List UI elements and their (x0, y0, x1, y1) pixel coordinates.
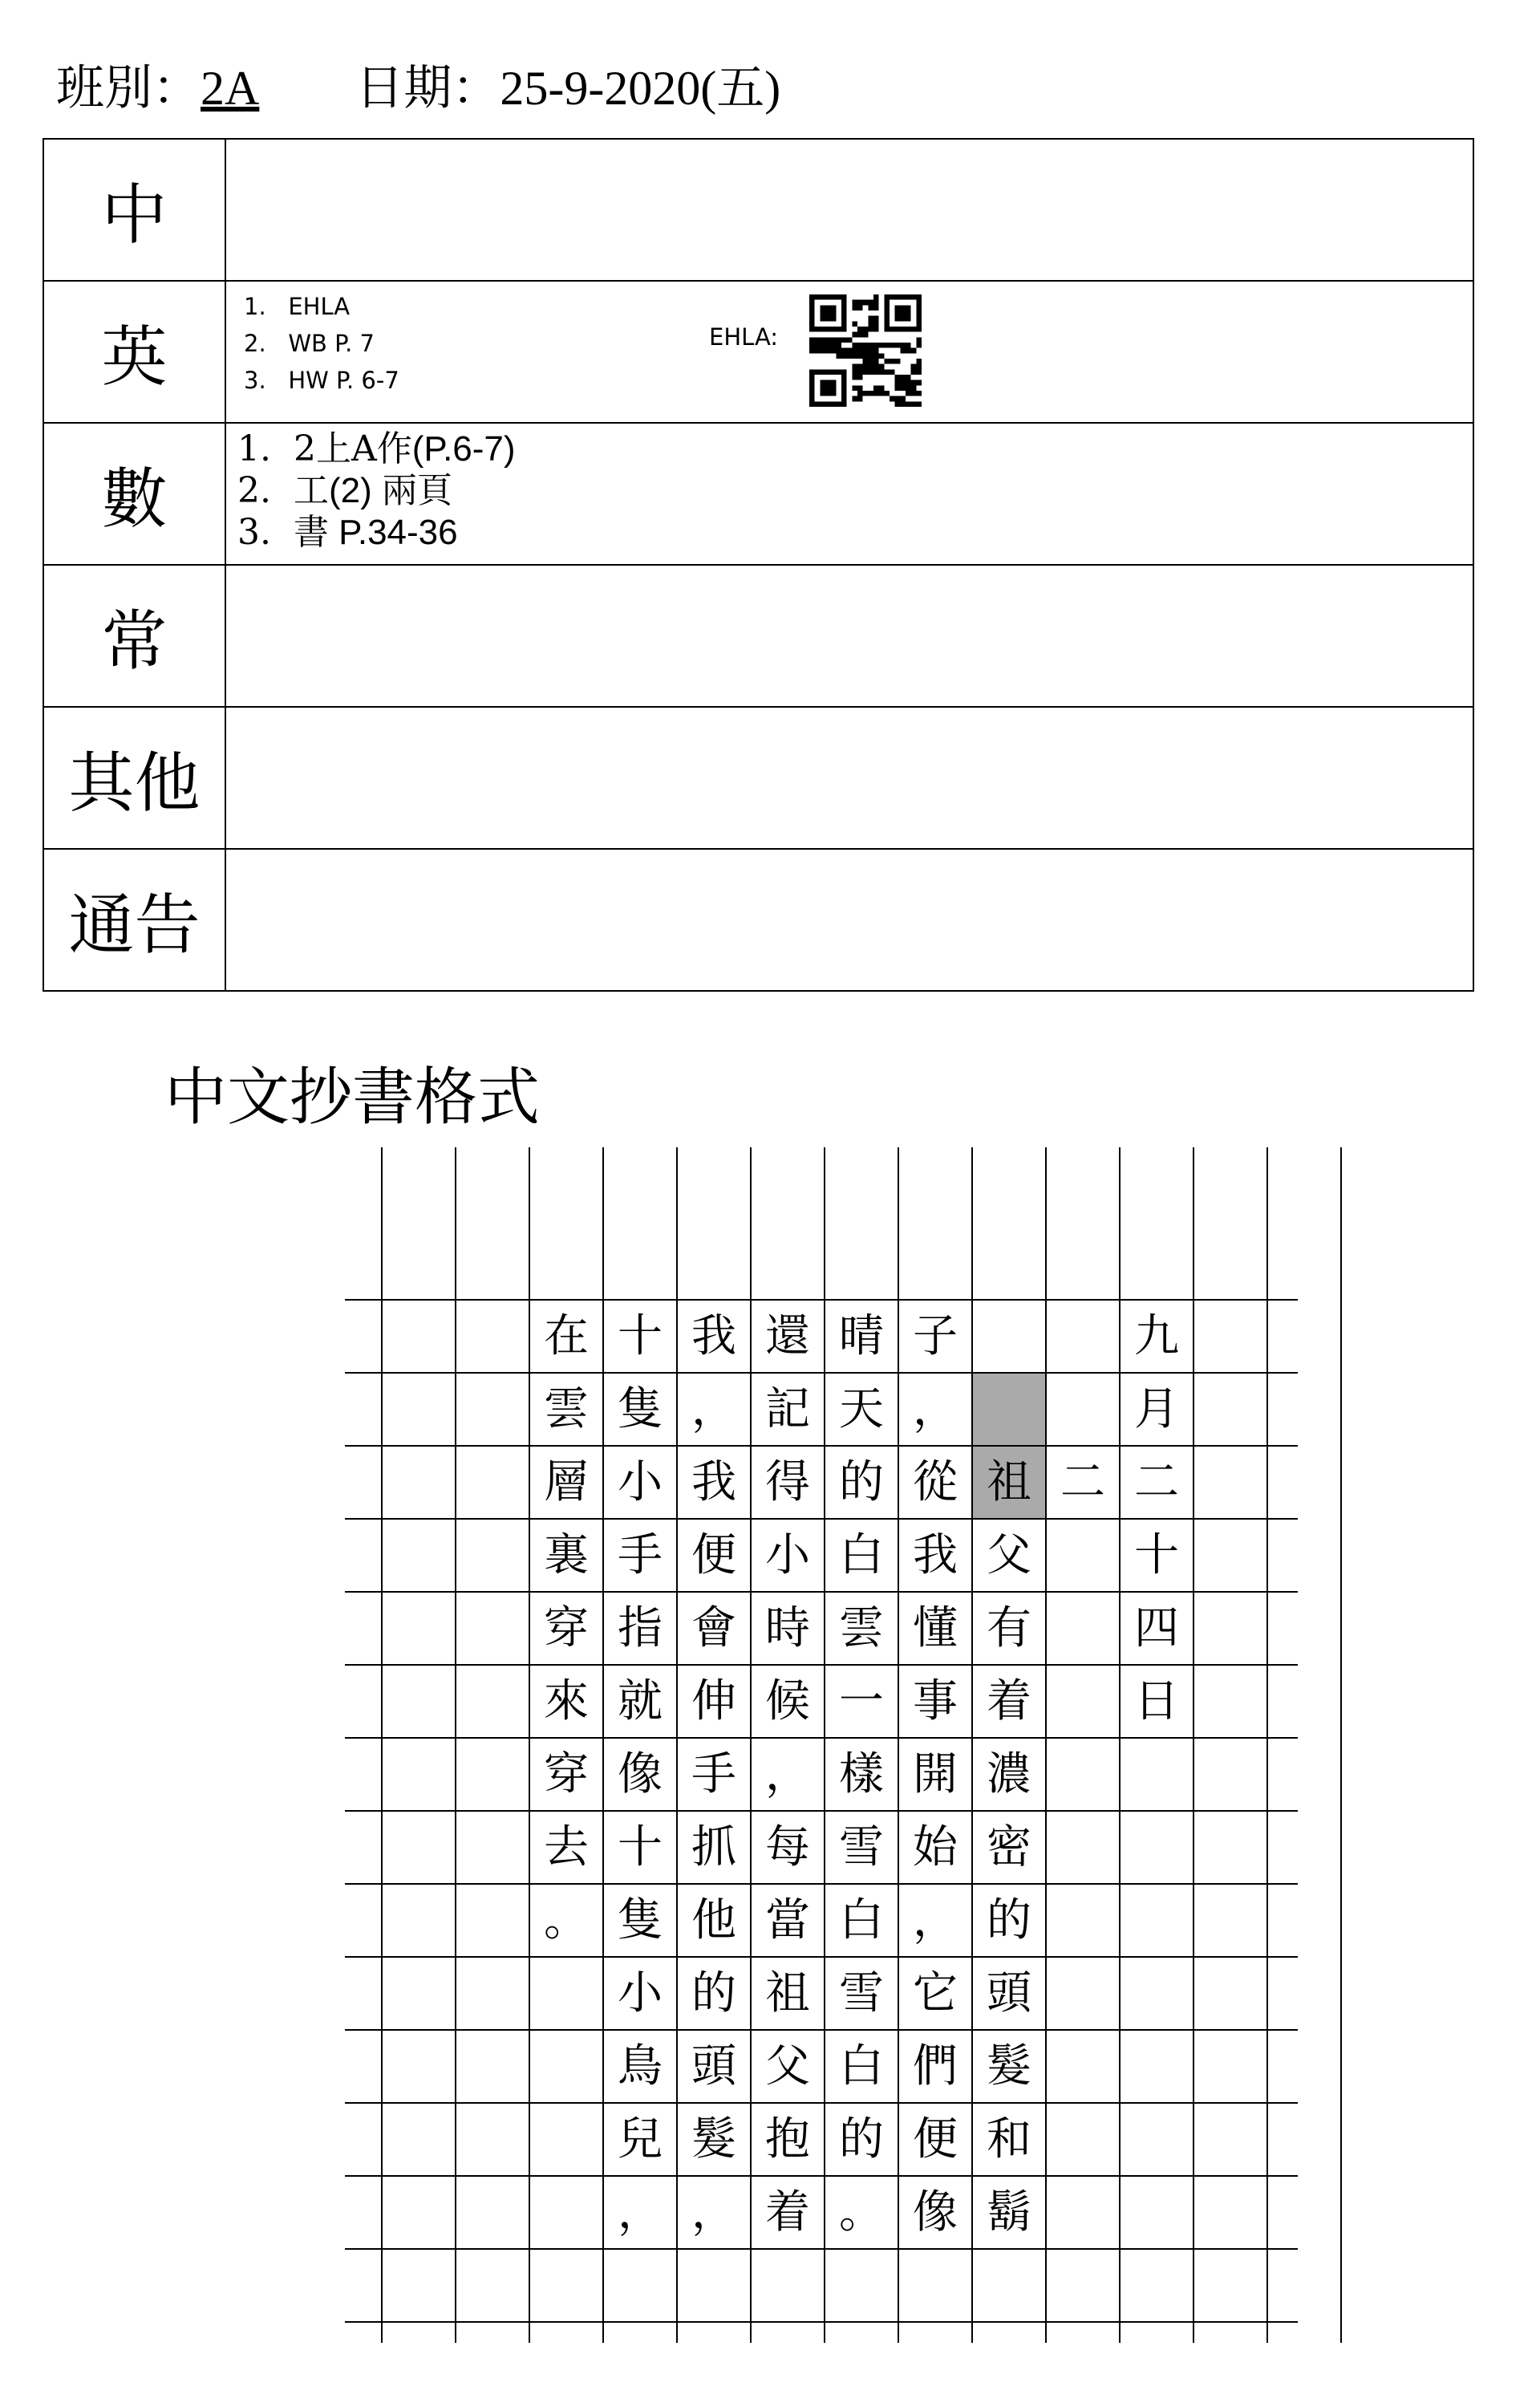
grid-char: 指 (618, 1602, 663, 1654)
date-value: 25-9-2020(五) (500, 62, 781, 115)
grid-char: 小 (618, 1967, 663, 2019)
grid-char: 頭 (691, 2040, 736, 2092)
grid-char: 還 (765, 1310, 810, 1362)
grid-char: 隻 (618, 1383, 663, 1435)
grid-char: 。 (839, 2186, 884, 2239)
grid-char: 鬍 (987, 2186, 1031, 2239)
grid-char: 密 (987, 1821, 1031, 1873)
grid-char: 兒 (618, 2113, 663, 2165)
grid-char: 樣 (839, 1748, 884, 1800)
grid-char: 雪 (839, 1821, 884, 1873)
grid-char: 頭 (987, 1967, 1031, 2019)
grid-char: 小 (618, 1456, 663, 1508)
grid-char: 們 (913, 2040, 958, 2092)
grid-char: 着 (765, 2186, 810, 2239)
grid-char: 抱 (765, 2113, 810, 2165)
subject-chinese: 中 (43, 139, 225, 281)
grid-char: 便 (913, 2113, 958, 2165)
grid-char: 開 (913, 1748, 958, 1800)
grid-char: 白 (839, 1529, 884, 1581)
grid-char: 像 (913, 2186, 958, 2239)
subject-others: 其他 (43, 707, 225, 849)
grid-char: 子 (913, 1310, 958, 1362)
grid-char: 髮 (987, 2040, 1031, 2092)
grid-char: 十 (618, 1821, 663, 1873)
english-item: 2. WB P. 7 (244, 330, 375, 357)
grid-char: 從 (913, 1456, 958, 1508)
grid-char: 每 (765, 1821, 810, 1873)
grid-char: 懂 (913, 1602, 958, 1654)
grid-char: 。 (544, 1894, 589, 1946)
grid-char: 便 (691, 1529, 736, 1581)
grid-char: 我 (913, 1529, 958, 1581)
grid-char: 月 (1134, 1383, 1179, 1435)
grid-char: 濃 (987, 1748, 1031, 1800)
class-label: 班別： (56, 62, 201, 115)
grid-char: 伸 (691, 1675, 736, 1727)
subject-math: 數 (43, 423, 225, 565)
grid-char: 時 (765, 1602, 810, 1654)
grid-char: 雲 (839, 1602, 884, 1654)
grid-char: 和 (987, 2113, 1031, 2165)
grid-char: ， (691, 1383, 736, 1435)
grid-char: 雲 (544, 1383, 589, 1435)
grid-char: 記 (765, 1383, 810, 1435)
grid-char: 父 (765, 2040, 810, 2092)
grid-char: 雪 (839, 1967, 884, 2019)
grid-char: 日 (1134, 1675, 1179, 1727)
qr-label: EHLA: (709, 323, 779, 351)
grid-char: 小 (765, 1529, 810, 1581)
grid-char: 手 (618, 1529, 663, 1581)
grid-char: 像 (618, 1748, 663, 1800)
grid-char: 着 (987, 1675, 1031, 1727)
grid-char: ， (691, 2186, 736, 2239)
grid-char: 穿 (544, 1602, 589, 1654)
grid-char: ， (765, 1748, 810, 1800)
grid-char: 十 (1134, 1529, 1179, 1581)
grid-char: 手 (691, 1748, 736, 1800)
grid-char: 十 (618, 1310, 663, 1362)
grid-char: 我 (691, 1456, 736, 1508)
grid-char: 有 (987, 1602, 1031, 1654)
grid-char: 當 (765, 1894, 810, 1946)
date-label: 日期： (355, 62, 500, 115)
grid-char: 隻 (618, 1894, 663, 1946)
grid-char: 二 (1134, 1456, 1179, 1508)
math-item: 2. 工(2) 兩頁 (237, 470, 452, 511)
grid-char: 白 (839, 2040, 884, 2092)
grid-char: 的 (987, 1894, 1031, 1946)
grid-char: 祖 (765, 1967, 810, 2019)
subject-english: 英 (43, 281, 225, 423)
grid-char: ， (618, 2186, 663, 2239)
math-item: 3. 書 P.34-36 (237, 512, 458, 553)
grid-char: 始 (913, 1821, 958, 1873)
grid-char: 我 (691, 1310, 736, 1362)
shaded-cell (972, 1373, 1046, 1446)
grid-char: 的 (691, 1967, 736, 2019)
grid-char: 他 (691, 1894, 736, 1946)
grid-char: 來 (544, 1675, 589, 1727)
subject-general-studies: 常 (43, 565, 225, 707)
subject-notices: 通告 (43, 849, 225, 991)
grid-char: 事 (913, 1675, 958, 1727)
grid-char: 祖 (987, 1456, 1031, 1508)
grid-char: 四 (1134, 1602, 1179, 1654)
grid-char: 天 (839, 1383, 884, 1435)
math-item: 1. 2上A作(P.6-7) (237, 428, 516, 469)
grid-char: ， (913, 1894, 958, 1946)
grid-char: 它 (913, 1967, 958, 2019)
grid-char: 候 (765, 1675, 810, 1727)
grid-char: 九 (1134, 1310, 1179, 1362)
grid-char: 白 (839, 1894, 884, 1946)
class-value: 2A (201, 62, 260, 115)
grid-char: 去 (544, 1821, 589, 1873)
grid-char: 就 (618, 1675, 663, 1727)
grid-char: 的 (839, 1456, 884, 1508)
english-item: 3. HW P. 6-7 (244, 367, 399, 394)
grid-char: 層 (544, 1456, 589, 1508)
grid-char: 得 (765, 1456, 810, 1508)
section-title: 中文抄書格式 (164, 1061, 541, 1134)
grid-char: 會 (691, 1602, 736, 1654)
grid-char: 鳥 (618, 2040, 663, 2092)
grid-char: 髮 (691, 2113, 736, 2165)
grid-char: 父 (987, 1529, 1031, 1581)
grid-char: 晴 (839, 1310, 884, 1362)
grid-char: 二 (1060, 1456, 1105, 1508)
grid-char: ， (913, 1383, 958, 1435)
grid-char: 一 (839, 1675, 884, 1727)
grid-char: 裏 (544, 1529, 589, 1581)
grid-char: 的 (839, 2113, 884, 2165)
grid-char: 在 (544, 1310, 589, 1362)
grid-char: 穿 (544, 1748, 589, 1800)
english-item: 1. EHLA (244, 293, 351, 320)
grid-char: 抓 (691, 1821, 736, 1873)
